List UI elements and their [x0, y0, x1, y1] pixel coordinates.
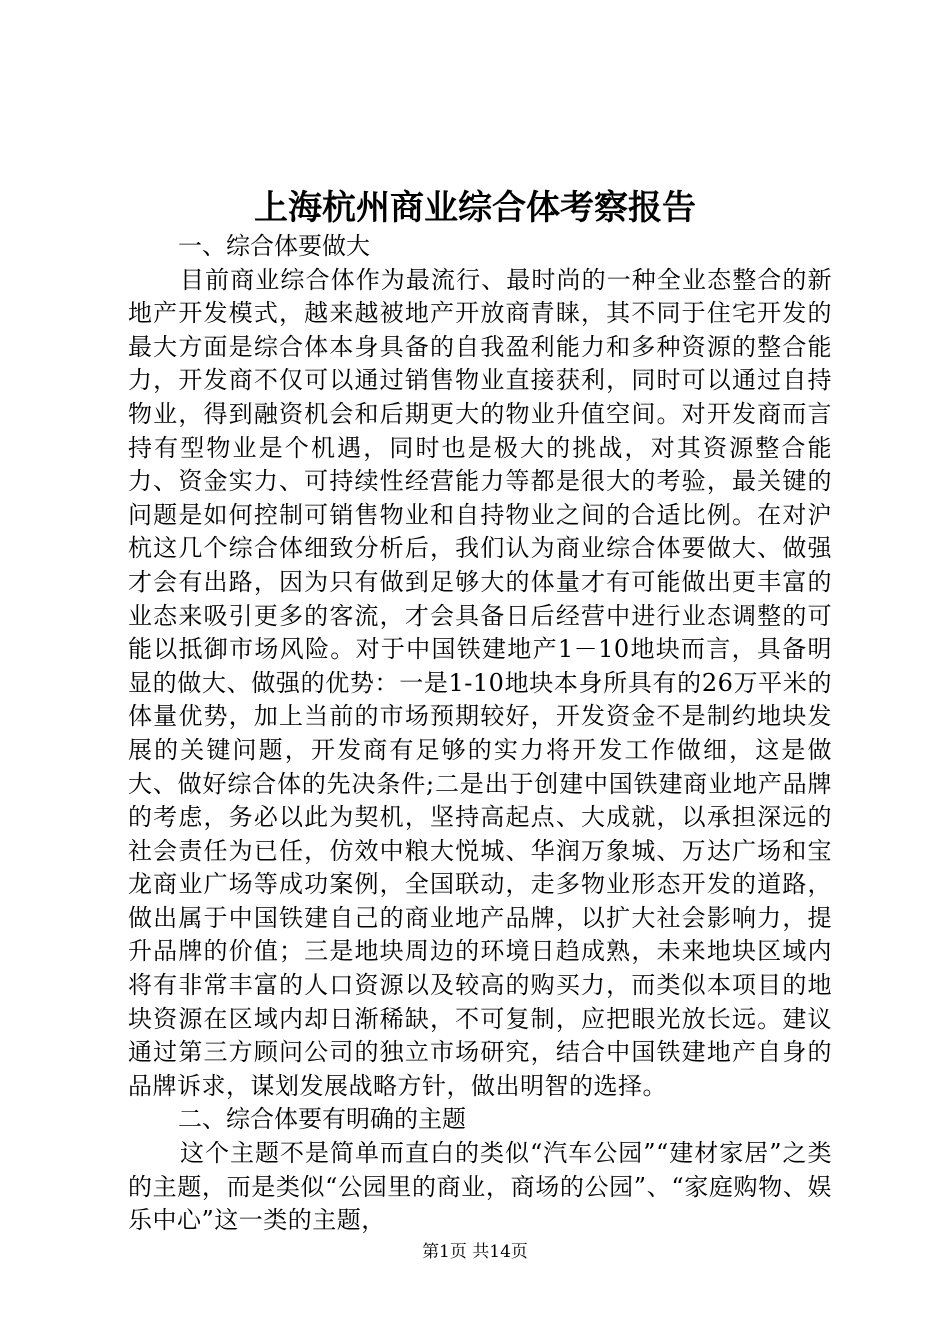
section-paragraph-2: 这个主题不是简单而直白的类似“汽车公园”“建材家居”之类的主题，而是类似“公园里的商业，商场的公园”、“家庭购物、娱乐中心”这一类的主题，: [128, 1139, 832, 1235]
section-paragraph-1: 目前商业综合体作为最流行、最时尚的一种全业态整合的新地产开发模式，越来越被地产开放商青睐，其不同于住宅开发的最大方面是综合体本身具备的自我盈利能力和多种资源的整合能力，开发商不仅可以通过销售物业直接获利，同时可以通过自持物业，得到融资机会和后期更大的物业升值空间。对开发商而言持有型物业是个机遇，同时也是极大的挑战，对其资源整合能力、资金实力、可持续性经营能力等都是很大的考验，最关键的问题是如何控制可销售物业和自持物业之间的合适比例。在对沪杭这几个综合体细致分析后，我们认为商业综合体要做大、做强才会有出路，因为只有做到足够大的体量才有可能做出更丰富的业态来吸引更多的客流，才会具备日后经营中进行业态调整的可能以抵御市场风险。对于中国铁建地产1－10地块而言，具备明显的做大、做强的优势：一是1-10地块本身所具有的26万平米的体量优势，加上当前的市场预期较好，开发资金不是制约地块发展的关键问题，开发商有足够的实力将开发工作做细，这是做大、做好综合体的先决条件;二是出于创建中国铁建商业地产品牌的考虑，务必以此为契机，坚持高起点、大成就，以承担深远的社会责任为已任，仿效中粮大悦城、华润万象城、万达广场和宝龙商业广场等成功案例，全国联动，走多物业形态开发的道路，做出属于中国铁建自己的商业地产品牌，以扩大社会影响力，提升品牌的价值；三是地块周边的环境日趋成熟，未来地块区域内将有非常丰富的人口资源以及较高的购买力，而类似本项目的地块资源在区域内却日渐稀缺，不可复制，应把眼光放长远。建议通过第三方顾问公司的独立市场研究，结合中国铁建地产自身的品牌诉求，谋划发展战略方针，做出明智的选择。: [128, 265, 832, 1100]
document-body: [128, 230, 832, 1238]
page-number-footer: 第1页 共14页: [422, 1242, 528, 1262]
section-heading-2: 二、综合体要有明确的主题: [178, 1105, 466, 1134]
document-title: 上海杭州商业综合体考察报告: [254, 188, 696, 228]
section-heading-1: 一、综合体要做大: [178, 232, 370, 260]
